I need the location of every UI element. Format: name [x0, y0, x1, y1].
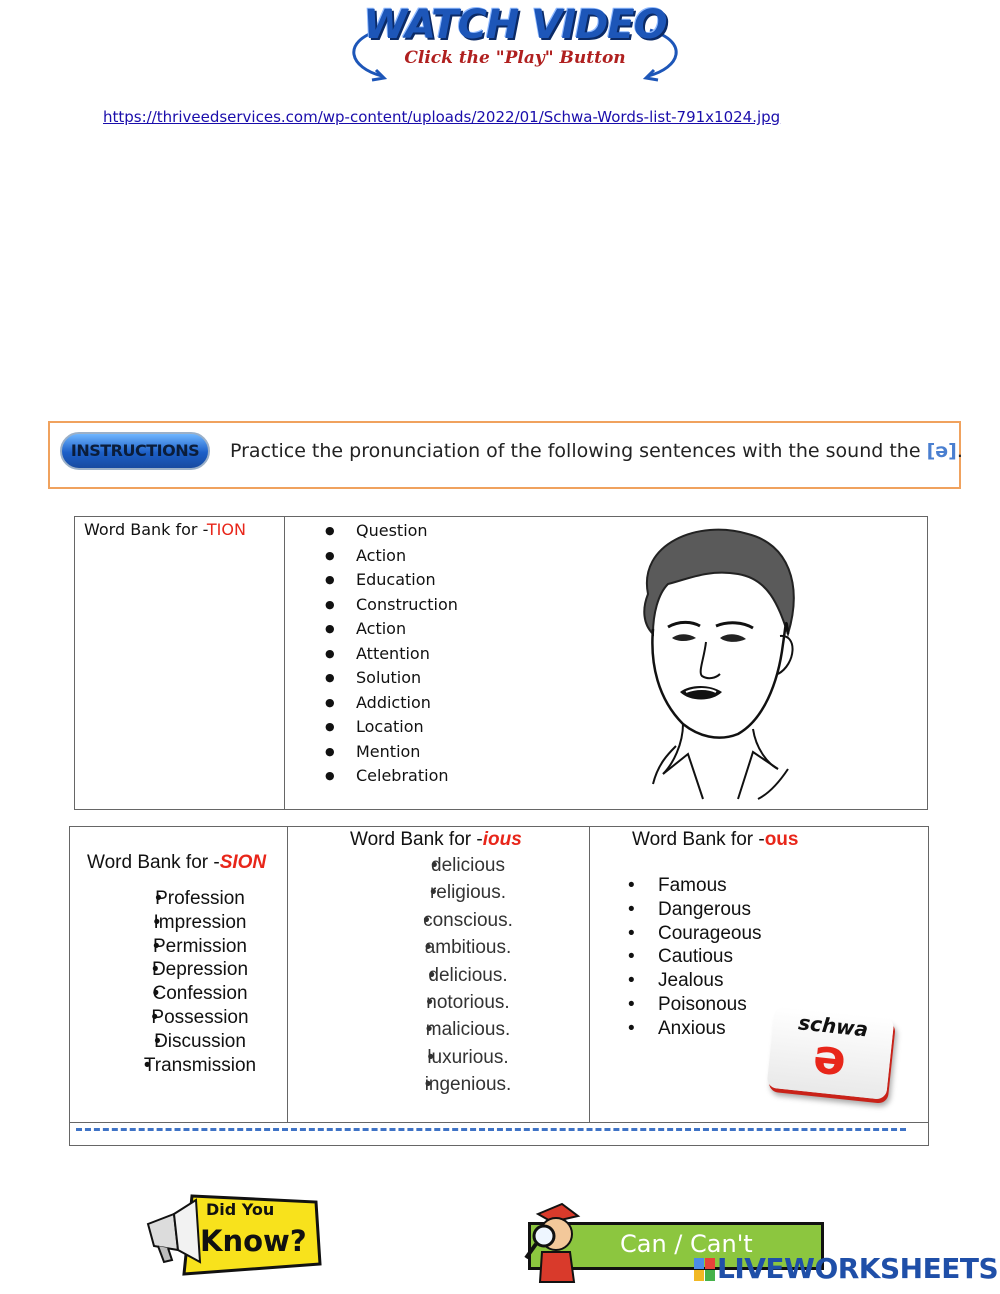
list-item: [120, 958, 280, 982]
list-item-text: Profession: [155, 888, 245, 909]
list-item: ● Solution: [325, 667, 458, 692]
liveworksheets-logo-icon: [694, 1258, 716, 1282]
list-item-text: religious.: [429, 882, 507, 904]
list-item-text: Transmission: [143, 1054, 257, 1076]
list-item: [120, 1006, 280, 1030]
list-item: ● Celebration: [325, 765, 458, 790]
did-you-text: Did You: [206, 1200, 275, 1219]
list-item: [390, 1073, 546, 1100]
list-item: • Anxious: [628, 1017, 762, 1041]
list-item-text: delicious.: [428, 964, 508, 986]
instructions-text: [230, 440, 963, 462]
table-divider-1: [287, 826, 288, 1123]
list-item: • Courageous: [628, 922, 762, 946]
list-item: [120, 935, 280, 959]
table-row-divider: [69, 1122, 929, 1123]
ous-label-prefix: Word Bank for -: [632, 829, 765, 850]
list-item-text: Depression: [151, 959, 249, 981]
instructions-pill: INSTRUCTIONS: [60, 432, 210, 470]
list-item-text: conscious.: [423, 909, 513, 931]
list-item-text: luxurious.: [427, 1046, 509, 1068]
tion-word-bank-label: [84, 520, 246, 539]
tion-table-divider: [284, 516, 285, 810]
ious-word-bank-label: [350, 829, 522, 851]
liveworksheets-brand[interactable]: LIVEWORKSHEETS: [717, 1252, 999, 1285]
list-item-text: ingenious.: [424, 1074, 512, 1096]
ous-word-bank-label: [632, 829, 798, 851]
ious-word-list: [390, 854, 546, 1101]
list-item: [390, 1046, 546, 1073]
list-item: [390, 936, 546, 963]
list-item-text: delicious: [431, 855, 505, 876]
list-item: [390, 1018, 546, 1045]
list-item: • Cautious: [628, 945, 762, 969]
instructions-sentence: Practice the pronunciation of the following sentences with the sound the: [230, 440, 927, 462]
table-divider-2: [589, 826, 590, 1123]
watch-video-title: WATCH VIDEO: [363, 2, 667, 48]
list-item: [390, 881, 546, 908]
schwa-symbol: [ə]: [926, 440, 957, 462]
schwa-words-link[interactable]: https://thriveedservices.com/wp-content/uploads/2022/01/Schwa-Words-list-791x1024.jpg: [103, 108, 781, 126]
schwa-badge-word: schwa: [797, 1010, 870, 1042]
list-item: [390, 909, 546, 936]
list-item: • Dangerous: [628, 898, 762, 922]
list-item-text: ambitious.: [424, 937, 512, 959]
list-item-text: Confession: [152, 983, 248, 1005]
schwa-badge-symbol: ə: [810, 1028, 850, 1088]
list-item: ● Question: [325, 520, 458, 545]
list-item: [120, 911, 280, 935]
list-item-text: Possession: [151, 1006, 249, 1028]
list-item-text: Impression: [153, 911, 247, 933]
tion-label-suffix: TION: [206, 520, 246, 539]
list-item: ● Action: [325, 545, 458, 570]
list-item: ● Construction: [325, 594, 458, 619]
list-item: ● Action: [325, 618, 458, 643]
sion-label-prefix: Word Bank for -: [87, 852, 220, 873]
list-item: ● Addiction: [325, 692, 458, 717]
list-item-text: malicious.: [425, 1019, 511, 1041]
list-item: ● Education: [325, 569, 458, 594]
sion-word-list: [120, 887, 280, 1077]
schwa-badge: [766, 1006, 899, 1108]
detective-mascot-icon: [522, 1198, 592, 1284]
list-item: [120, 887, 280, 911]
ous-word-list: [628, 874, 762, 1041]
ious-label-suffix: ious: [482, 829, 522, 850]
watch-video-subtitle: Click the "Play" Button: [404, 48, 626, 68]
list-item: ● Mention: [325, 741, 458, 766]
list-item-text: Discussion: [154, 1030, 246, 1052]
list-item-text: notorious.: [426, 991, 510, 1013]
know-text: Know?: [200, 1224, 307, 1258]
list-item-text: Permission: [153, 935, 247, 957]
list-item: [120, 982, 280, 1006]
list-item: • Poisonous: [628, 993, 762, 1017]
list-item: ● Attention: [325, 643, 458, 668]
list-item: • Jealous: [628, 969, 762, 993]
list-item: [120, 1030, 280, 1054]
sion-label-suffix: SION: [219, 852, 267, 873]
sion-word-bank-label: [87, 852, 266, 874]
can-cant-label: Can / Can't: [620, 1230, 753, 1258]
tion-word-list: [325, 520, 458, 790]
tion-label-prefix: Word Bank for -: [84, 520, 207, 539]
list-item: • Famous: [628, 874, 762, 898]
list-item: [120, 1054, 280, 1078]
list-item: [390, 991, 546, 1018]
speaking-face-illustration: [628, 524, 808, 804]
list-item: [390, 854, 546, 881]
instructions-period: .: [956, 440, 963, 462]
list-item: [390, 964, 546, 991]
list-item: ● Location: [325, 716, 458, 741]
ous-label-suffix: ous: [764, 829, 799, 850]
ious-label-prefix: Word Bank for -: [350, 829, 483, 850]
dashed-separator: [76, 1128, 906, 1131]
watch-video-banner[interactable]: [340, 2, 690, 82]
